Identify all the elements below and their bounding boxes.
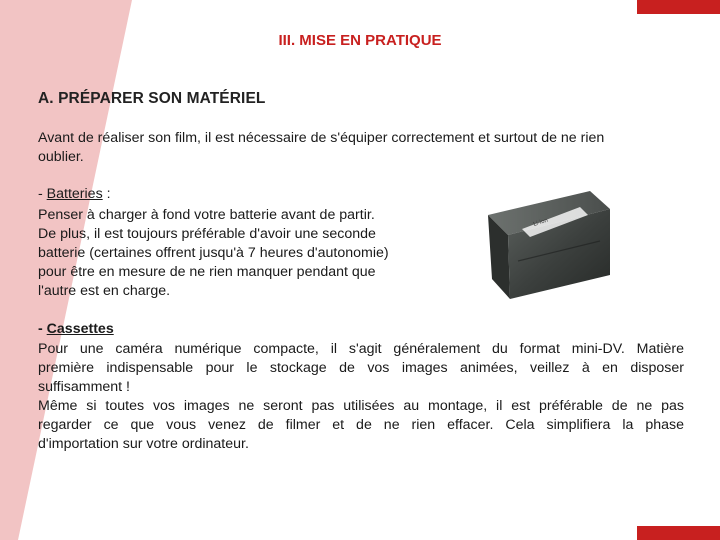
- cassettes-line: regarder ce que vous venez de filmer et de ne rien effacer. Cela simplifiera la phase: [38, 417, 684, 433]
- cassettes-line: suffisamment !: [38, 379, 130, 395]
- batteries-title: Batteries: [46, 186, 103, 202]
- batteries-paragraph: [38, 206, 458, 301]
- battery-label: Li-ion: [532, 217, 549, 228]
- batteries-heading: [38, 185, 111, 204]
- cassettes-line: Pour une caméra numérique compacte, il s'agit généralement du format mini-DV. Matière: [38, 341, 684, 357]
- intro-paragraph: [38, 129, 684, 167]
- batteries-prefix: -: [38, 186, 47, 202]
- cassettes-paragraph: [38, 340, 684, 454]
- batteries-line: l'autre est en charge.: [38, 283, 171, 299]
- cassettes-line: Même si toutes vos images ne seront pas utilisées au montage, il est préférable de ne pas: [38, 398, 684, 414]
- batteries-line: Penser à charger à fond votre batterie avant de partir.: [38, 207, 375, 223]
- batteries-suffix: :: [102, 186, 111, 202]
- section-title: III. MISE EN PRATIQUE: [278, 32, 442, 49]
- batteries-line: De plus, il est toujours préférable d'avoir une seconde: [38, 226, 376, 242]
- batteries-line: pour être en mesure de ne rien manquer pendant que: [38, 264, 376, 280]
- cassettes-line: première indispensable pour le stockage de vos images animées, veillez à en disposer: [38, 360, 684, 376]
- top-right-accent-bar: [637, 0, 720, 14]
- bottom-right-accent-bar: [637, 526, 720, 540]
- cassettes-heading: [38, 320, 114, 339]
- intro-line-1: Avant de réaliser son film, il est nécessaire de s'équiper correctement et surtout de ne rien: [38, 130, 605, 146]
- cassettes-line: d'importation sur votre ordinateur.: [38, 436, 249, 452]
- cassettes-prefix: -: [38, 321, 47, 337]
- intro-line-2: oublier.: [38, 149, 84, 165]
- batteries-line: batterie (certaines offrent jusqu'à 7 heures d'autonomie): [38, 245, 389, 261]
- subsection-title: A. PRÉPARER SON MATÉRIEL: [38, 90, 266, 107]
- battery-image: [470, 183, 620, 303]
- cassettes-title: Cassettes: [46, 321, 114, 337]
